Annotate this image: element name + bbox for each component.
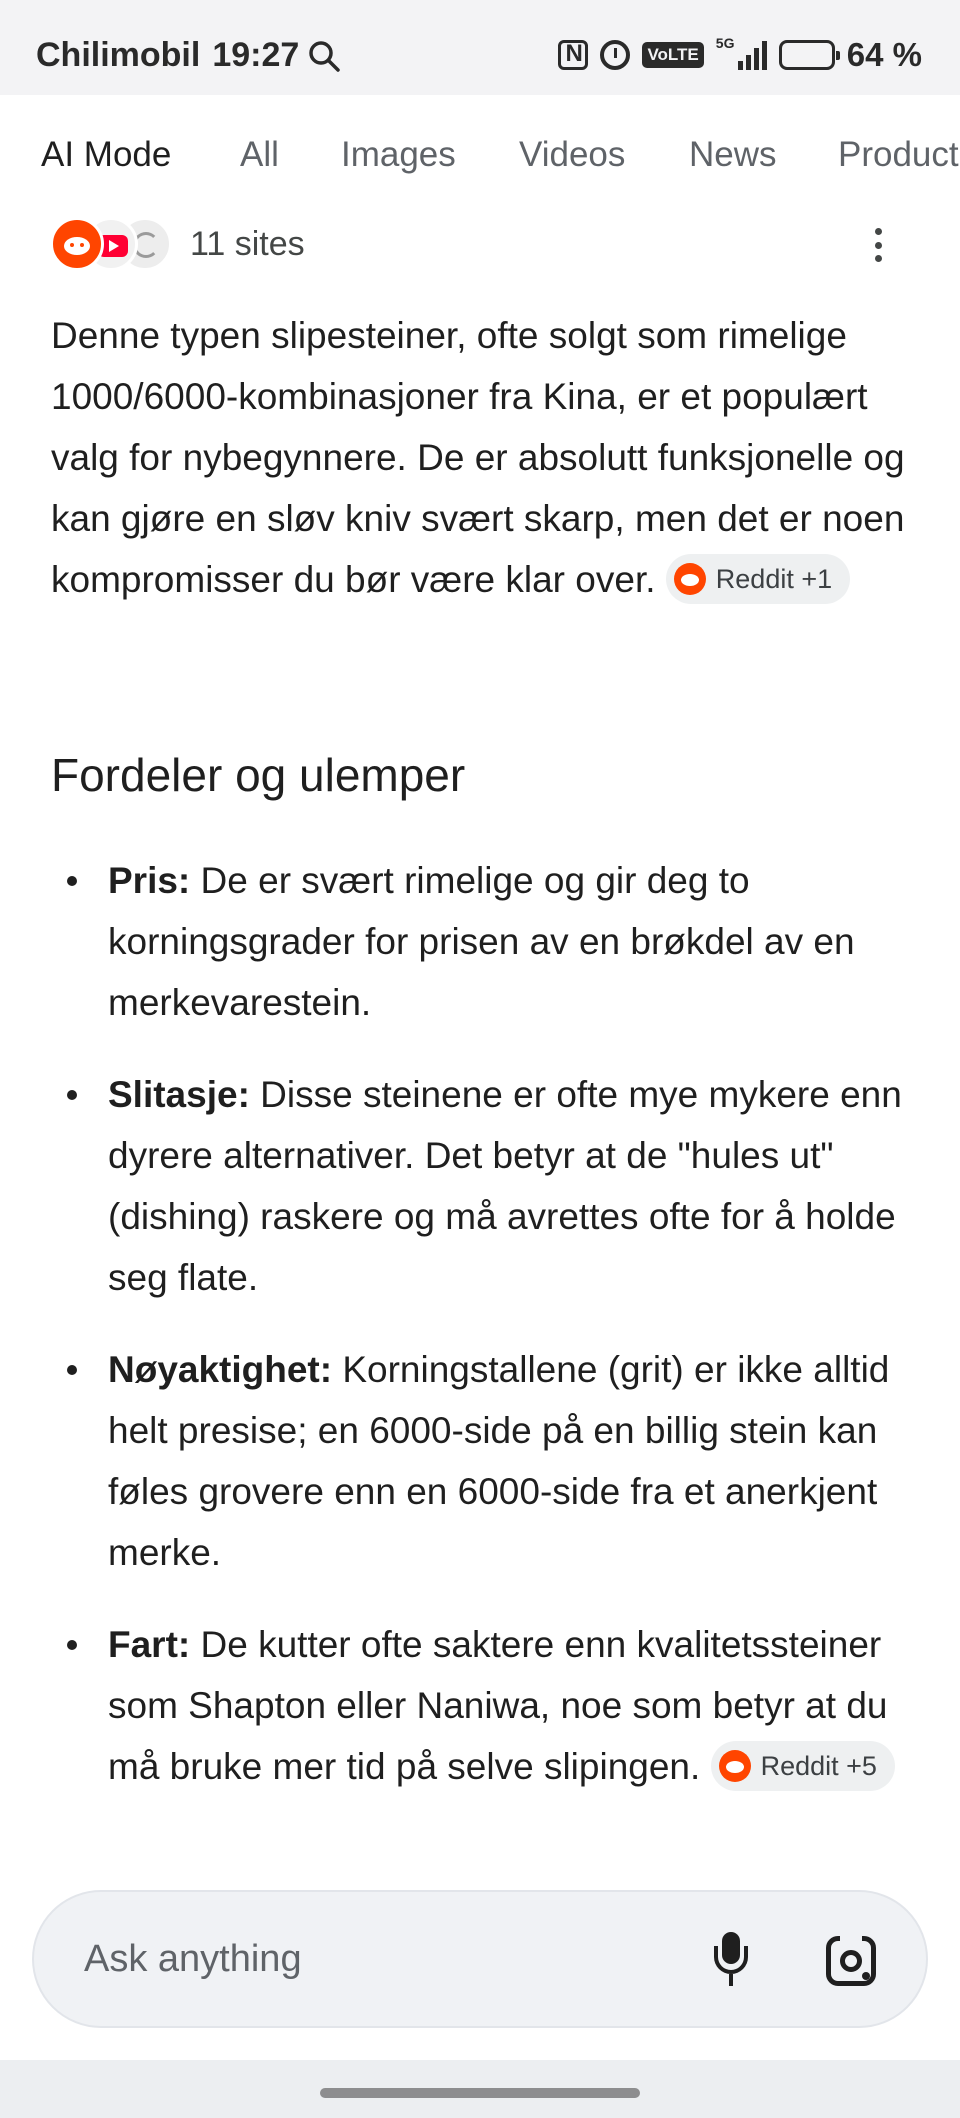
nfc-icon — [558, 40, 588, 70]
citation-label: Reddit +1 — [715, 563, 833, 594]
volte-icon: VoLTE — [642, 42, 703, 68]
google-lens-icon[interactable] — [826, 1936, 876, 1986]
network-type: 5G — [715, 35, 735, 51]
tab-products[interactable]: Product — [838, 135, 959, 174]
tab-images[interactable]: Images — [341, 135, 456, 174]
list-item — [51, 1614, 921, 1797]
status-bar — [0, 0, 960, 95]
gesture-nav-area — [0, 2060, 960, 2118]
carrier-name: Chilimobil — [36, 36, 201, 74]
sources-count: 11 sites — [190, 224, 305, 263]
bullet-text: Korningstallene (grit) er ikke alltid helt presise; en 6000-side på en billig stein kan føles grovere enn en 6000-side fra et anerkjent merke. — [108, 1349, 890, 1573]
battery-percent: 64 % — [846, 36, 922, 73]
intro-text: Denne typen slipesteiner, ofte solgt som rimelige 1000/6000-kombinasjoner fra Kina, er et populært valg for nybegynnere. De er absolutt funksjonelle og kan gjøre en sløv kniv svært skarp, men det er noen kompromisser du bør være klar over. — [51, 315, 905, 600]
microphone-icon[interactable] — [706, 1932, 756, 1990]
bullet-title: Slitasje: — [108, 1074, 250, 1115]
bullet-title: Nøyaktighet: — [108, 1349, 333, 1390]
reddit-icon — [674, 563, 706, 595]
tab-ai-mode[interactable]: AI Mode — [41, 135, 172, 174]
signal-icon — [715, 35, 767, 70]
intro-paragraph — [51, 305, 911, 610]
search-mode-tabs — [0, 95, 960, 213]
citation-chip-reddit[interactable] — [666, 554, 850, 604]
more-options-icon[interactable] — [862, 222, 894, 268]
section-heading: Fordeler og ulemper — [51, 749, 466, 801]
pros-cons-list — [51, 850, 921, 1828]
clock: 19:27 — [212, 36, 300, 74]
bullet-text: Disse steinene er ofte mye mykere enn dyrere alternativer. Det betyr at de "hules ut" (dishing) raskere og må avrettes ofte for å holde seg flate. — [108, 1074, 902, 1298]
list-item — [51, 850, 921, 1033]
tab-all[interactable]: All — [240, 135, 279, 174]
citation-chip-reddit[interactable] — [711, 1741, 895, 1791]
reddit-icon — [719, 1750, 751, 1782]
reddit-icon — [50, 217, 104, 271]
list-item — [51, 1339, 921, 1583]
tab-videos[interactable]: Videos — [519, 135, 626, 174]
sources-button[interactable] — [50, 215, 305, 273]
bullet-title: Fart: — [108, 1624, 191, 1665]
battery-icon — [779, 40, 835, 70]
search-icon — [307, 39, 341, 73]
tab-news[interactable]: News — [689, 135, 777, 174]
bullet-text: De kutter ofte saktere enn kvalitetssteiner som Shapton eller Naniwa, noe som betyr at du må bruke mer tid på selve slipingen. — [108, 1624, 888, 1787]
citation-label: Reddit +5 — [760, 1750, 877, 1781]
bullet-title: Pris: — [108, 860, 191, 901]
answer-body — [51, 305, 911, 610]
alarm-icon — [600, 40, 630, 70]
ask-input-bar[interactable] — [32, 1890, 928, 2028]
list-item — [51, 1064, 921, 1308]
bullet-text: De er svært rimelige og gir deg to korningsgrader for prisen av en brøkdel av en merkevarestein. — [108, 860, 855, 1023]
search-input[interactable]: Ask anything — [84, 1938, 302, 1980]
status-left — [36, 36, 341, 75]
status-right — [558, 36, 922, 74]
home-indicator[interactable] — [320, 2088, 640, 2098]
